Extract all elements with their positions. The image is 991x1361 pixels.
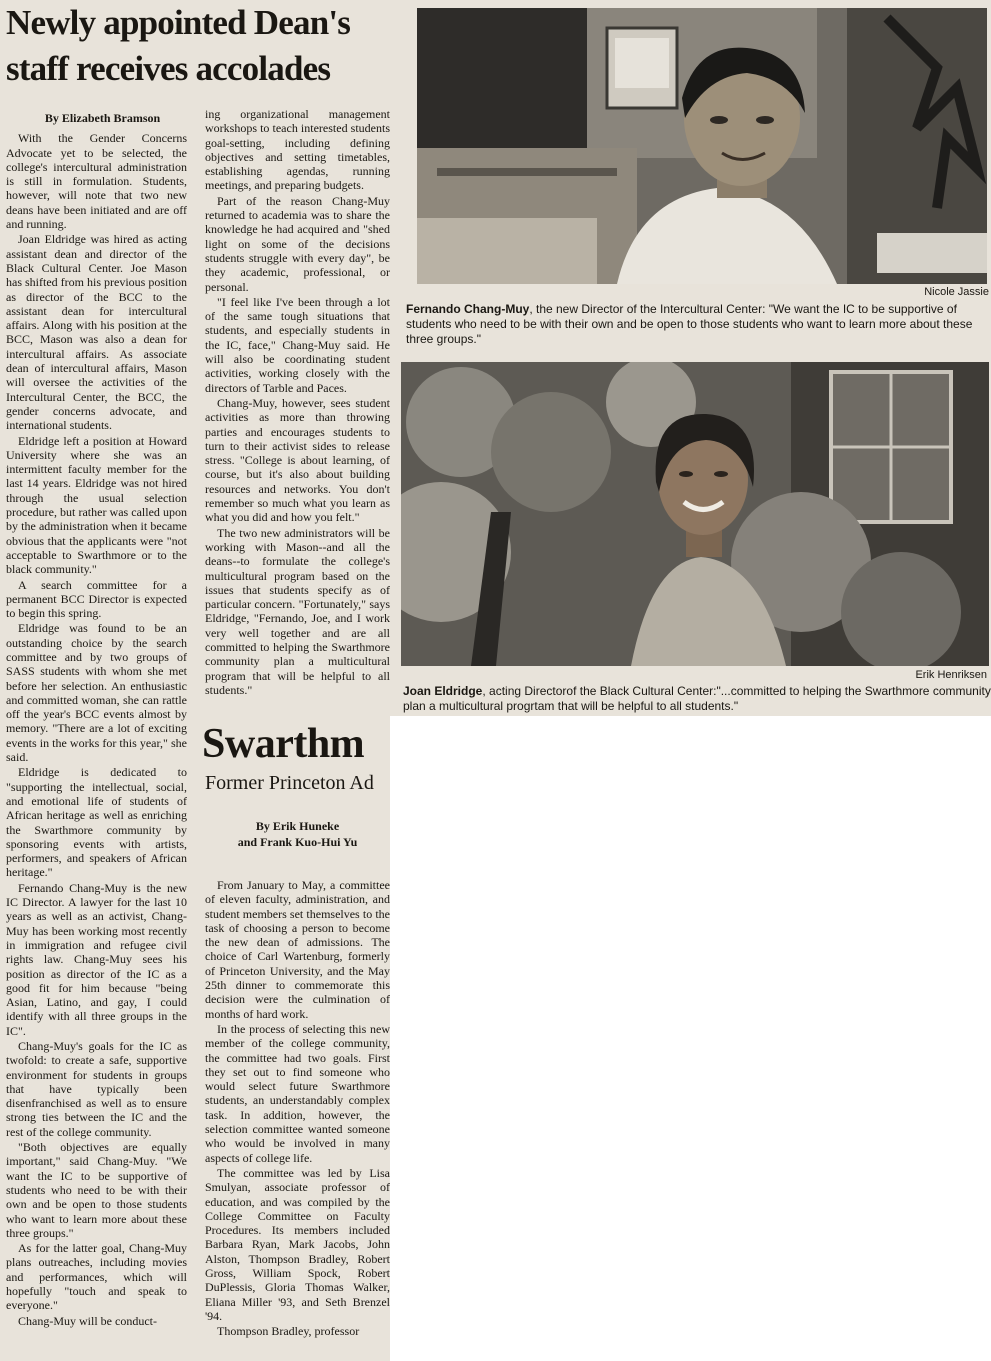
article2-headline: Swarthm [202,721,365,767]
article1-paragraph: A search committee for a permanent BCC Director is expected to begin this spring. [6,577,187,621]
article2-deck: Former Princeton Ad [205,772,374,794]
article1-headline: Newly appointed Dean's staff receives accolades [6,3,351,88]
photo-joan-eldridge [401,362,989,666]
article2-byline-line2: and Frank Kuo-Hui Yu [237,835,358,849]
article1-paragraph: ing organizational management workshops to teach interested students goal-setting, including defining objectives and setting timetables, establishing agendas, running meetings, and preparing budgets. [205,107,390,193]
photo-fernando-chang-muy [417,8,987,284]
article1-paragraph: Eldridge left a position at Howard University where she was an intermittent faculty member for the last 14 years. Eldridge was not hired through the usual selection procedure, but rather was called upon by the administration when it became obvious that the applicants were "not acceptable to Swarthmore or to the black community." [6,433,187,577]
photo2-credit: Erik Henriksen [915,669,987,681]
photo-man-at-desk-illustration [417,8,987,284]
article1-paragraph: Joan Eldridge was hired as acting assistant dean and director of the Black Cultural Center. Joe Mason has shifted from his previous position as director of the BCC to the assistant dean for intercultural affairs. Along with his position at the BCC, Mason was also a dean for intercultural affairs. As associate dean of intercultural affairs, Mason will oversee the activities of the Intercultural Center, the BCC, the gender concerns advocate, and international students. [6,232,187,433]
article1-paragraph: "Both objectives are equally important," said Chang-Muy. "We want the IC to be supportive of students who need to be with their own and be open to those students who want to learn more about these three groups." [6,1140,187,1240]
article1-paragraph: Chang-Muy's goals for the IC as twofold: to create a safe, supportive environment for students in groups that have typically been disenfranchised as well as to ensure strong ties between the IC and the rest of the college community. [6,1039,187,1139]
article1-paragraph: "I feel like I've been through a lot of the same tough situations that students, and especially students in the IC, face," Chang-Muy said. He will also be coordinating student activities, working closely with the directors of Tarble and Paces. [205,294,390,395]
article1-paragraph: With the Gender Concerns Advocate yet to be selected, the college's intercultural administration is still in formulation. Students, however, will note that two new deans have been initiated and are off and running. [6,131,187,232]
photo1-caption-name: Fernando Chang-Muy [406,302,530,316]
article1-paragraph: Chang-Muy will be conduct- [18,1313,157,1328]
photo1-credit: Nicole Jassie [924,286,989,298]
article2-byline [205,818,390,850]
article2-paragraph: Thompson Bradley, professor [217,1324,360,1339]
article2-column [205,878,390,1361]
article1-column-b [205,107,390,725]
article1-paragraph: Chang-Muy, however, sees student activities as more than throwing parties and encourages students to turn to their activist sides to release stress. "College is about learning, of course, but it's also about building resources and networks. You don't remember so much what you learn as what you did and how you felt." [205,395,390,525]
article2-paragraph: The committee was led by Lisa Smulyan, associate professor of education, and was compiled by the College Committee on Faculty Procedures. Its members included Barbara Ryan, Mark Jacobs, John Alston, Thompson Bradley, Robert Gross, William Spock, Robert DuPlessis, Gloria Thomas Walker, Eliana Miller '93, and Seth Brenzel '94. [205,1165,390,1323]
article2-paragraph: From January to May, a committee of eleven faculty, administration, and student members set themselves to the task of choosing a person to become the new dean of admissions. The choice of Carl Wartenburg, formerly of Princeton University, and the May 25th dinner to commemorate this decision were the culmination of months of hard work. [205,878,390,1021]
article1-paragraph: The two new administrators will be working with Mason--and all the deans--to formulate the college's multicultural program based on the issues that students specify as of particular concern. "Fortunately," says Eldridge, "Fernando, Joe, and I work very well together and are all committed to helping the Swarthmore community plan a multicultural program that will be helpful to all students." [205,525,390,697]
article2-paragraph: In the process of selecting this new member of the college community, the committee had two goals. First they set out to find someone who would select future Swarthmore students, an understandably complex task. In addition, however, the selection committee wanted someone who would be involved in many aspects of college life. [205,1021,390,1165]
photo-woman-foliage-illustration [401,362,989,666]
article1-paragraph: Eldridge was found to be an outstanding choice by the search committee and by two groups of SASS students with whom she met before her selection. An enthusiastic and committed woman, she can rattle off the year's BCC events almost by memory. "There are a lot of exciting events in the works for this year," she said. [6,621,187,765]
article1-paragraph: Eldridge is dedicated to "supporting the intellectual, social, and emotional life of students of African heritage as well as enriching the Swarthmore community by sponsoring events with artists, performers, and speakers of African heritage." [6,765,187,880]
article2-byline-line1: By Erik Huneke [255,819,340,833]
article1-paragraph: As for the latter goal, Chang-Muy plans outreaches, including movies and performances, which will hopefully "touch and speak to everyone." [6,1241,187,1313]
article1-paragraph: Fernando Chang-Muy is the new IC Director. A lawyer for the last 10 years as well as an activist, Chang-Muy has been working most recently in immigration and refugee civil rights law. Chang-Muy sees his position as director of the IC as a good fit for him because "being Asian, Latino, and gay, I could identify with all three groups in the IC". [6,880,187,1038]
article1-byline: By Elizabeth Bramson [44,111,161,125]
article1-paragraph: Part of the reason Chang-Muy returned to academia was to share the knowledge he had acquired and "shed light on some of the decisions students struggle with every day", be they academic, professional, or personal. [205,193,390,294]
photo2-caption-text: , acting Directorof the Black Cultural Center:"...committed to helping the Swarthmore community plan a multicultural progrtam that will be helpful to all students." [403,684,991,713]
photo2-caption [403,684,991,714]
photo2-caption-name: Joan Eldridge [403,684,483,698]
photo1-caption [406,302,986,347]
photo1-caption-text: , the new Director of the Intercultural Center: "We want the IC to be supportive of students who need to be with their own and be open to those students who want to learn more about these three groups." [406,302,973,346]
article1-column-a [6,111,187,1361]
